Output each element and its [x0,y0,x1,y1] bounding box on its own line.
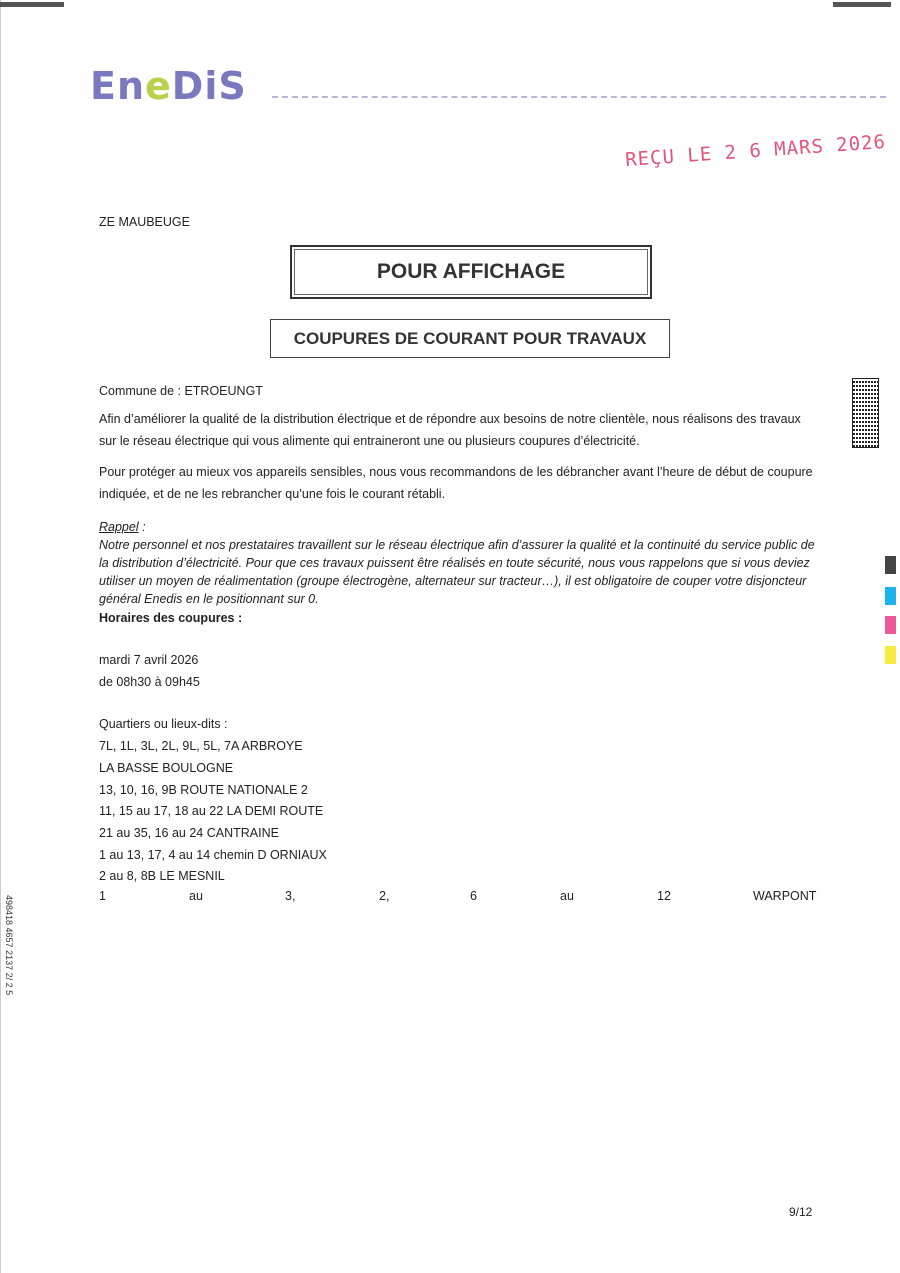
title-coupures: COUPURES DE COURANT POUR TRAVAUX [270,319,670,358]
intro-paragraph: Afin d’améliorer la qualité de la distribution électrique et de répondre aux besoins de notre clientèle, nous réalisons des travaux sur le réseau électrique qui vous alimente qui entraineront une ou plusieurs coupures d’électricité. [99,412,801,448]
color-swatch-magenta [885,616,896,634]
logo-part-right: DiS [171,64,247,108]
color-swatch-yellow [885,646,896,664]
datamatrix-code [852,378,879,448]
side-reference-text: 498418 4657 2137 2/ 2 5 [4,895,14,996]
last-line-token: 6 [470,889,477,903]
title-pour-affichage: POUR AFFICHAGE [290,245,652,299]
rappel-section [99,518,819,608]
quartier-item: LA BASSE BOULOGNE [99,761,234,775]
received-stamp: REÇU LE 2 6 MARS 2026 [624,130,887,172]
header-rule [272,96,886,100]
rappel-text: Notre personnel et nos prestataires travaillent sur le réseau électrique afin d’assurer la qualité et la continuité du service public de la distribution d’électricité. Pour que ces travaux puissent être réalisés en toute sécurité, nous vous rappelons que si vous deviez utiliser un moyen de réalimentation (groupe électrogène, alternateur sur tracteur…), il est obligatoire de couper votre disjoncteur général Enedis en le positionnant sur 0. [99,538,815,606]
color-swatch-cyan [885,587,896,605]
last-line-token: WARPONT [753,889,817,903]
quartiers-heading: Quartiers ou lieux-dits : [99,717,228,731]
rappel-title-suffix: : [138,520,146,534]
last-line-token: 1 [99,889,106,903]
page-number: 9/12 [789,1205,813,1219]
last-line-token: 3, [285,889,296,903]
scan-mark-right [833,2,891,7]
logo-part-mid: e [145,64,172,108]
logo-part-left: En [90,64,146,108]
last-line-token: au [560,889,574,903]
zone-label: ZE MAUBEUGE [99,215,190,229]
scan-edge-left [0,0,1,1273]
last-line-token: 2, [379,889,390,903]
rappel-title: Rappel [99,520,139,534]
commune-label: Commune de : ETROEUNGT [99,384,263,398]
last-line-token: 12 [657,889,671,903]
quartier-item: 1 au 13, 17, 4 au 14 chemin D ORNIAUX [99,848,327,862]
advice-paragraph: Pour protéger au mieux vos appareils sensibles, nous vous recommandons de les débrancher avant l’heure de début de coupure indiquée, et de ne les rebrancher qu’une fois le courant rétabli. [99,465,813,501]
enedis-logo [90,66,247,106]
horaires-heading: Horaires des coupures : [99,611,243,625]
rappel-heading [99,518,819,536]
quartier-item: 7L, 1L, 3L, 2L, 9L, 5L, 7A ARBROYE [99,739,303,753]
horaires-time: de 08h30 à 09h45 [99,675,200,689]
horaires-date: mardi 7 avril 2026 [99,653,199,667]
scan-mark-left [0,2,64,7]
color-swatch-black [885,556,896,574]
quartier-item: 21 au 35, 16 au 24 CANTRAINE [99,826,279,840]
last-line-token: au [189,889,203,903]
quartier-item: 2 au 8, 8B LE MESNIL [99,869,225,883]
quartier-item: 11, 15 au 17, 18 au 22 LA DEMI ROUTE [99,804,324,818]
quartier-item: 13, 10, 16, 9B ROUTE NATIONALE 2 [99,783,308,797]
